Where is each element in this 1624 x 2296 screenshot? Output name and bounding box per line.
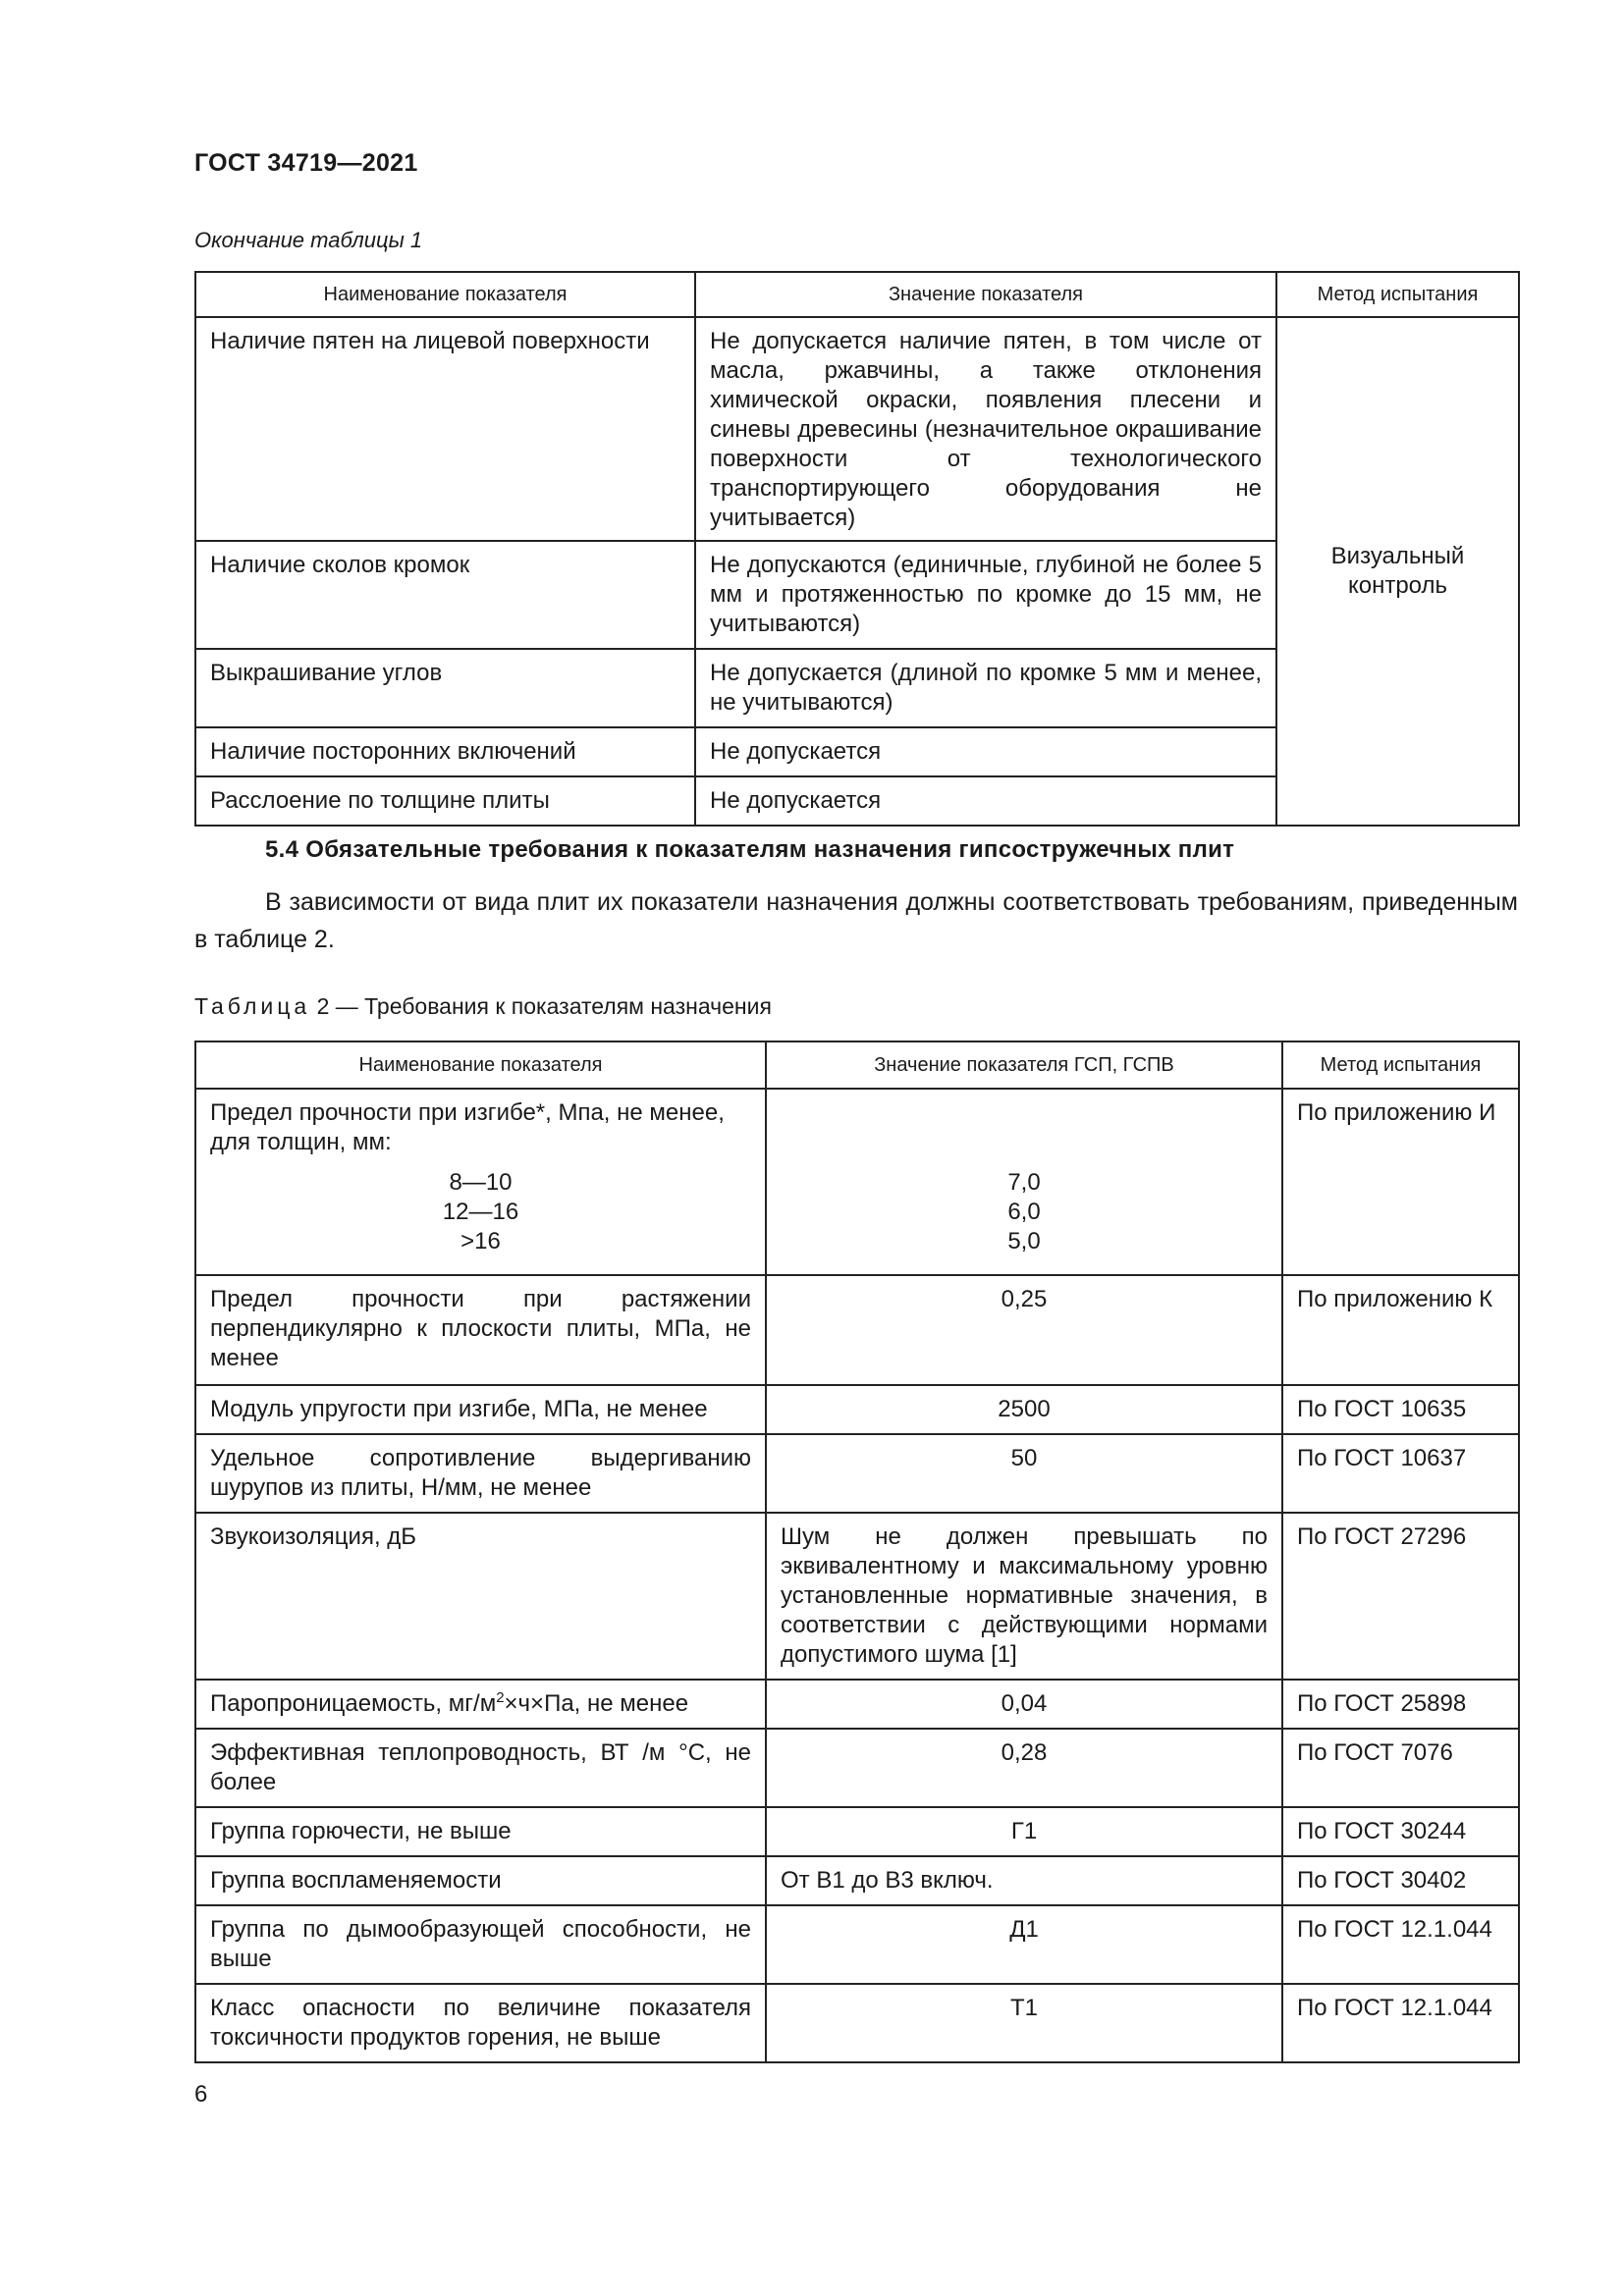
table-row	[195, 1807, 1519, 1856]
table2-col-value-header: Значение показателя ГСП, ГСПВ	[766, 1041, 1282, 1089]
table-row	[195, 1905, 1519, 1984]
row-value: 0,25	[1001, 1286, 1048, 1312]
table1-col-name-header: Наименование показателя	[195, 272, 695, 317]
table-row	[195, 1275, 1519, 1385]
strength-values-list	[767, 1164, 1281, 1263]
row-value: Д1	[1009, 1916, 1039, 1943]
table2	[194, 1041, 1520, 2063]
row-method: По ГОСТ 27296	[1297, 1523, 1467, 1550]
row-value: Т1	[1009, 1995, 1038, 2021]
table2-caption-label: Таблица	[194, 993, 311, 1019]
row-name: Звукоизоляция, дБ	[210, 1523, 417, 1550]
row-method: По ГОСТ 7076	[1297, 1739, 1453, 1766]
table1	[194, 271, 1520, 827]
row-name: Наличие посторонних включений	[210, 738, 576, 765]
table-row	[195, 317, 1519, 541]
row-name: Наличие пятен на лицевой поверхности	[210, 328, 650, 354]
thickness-label: 8—10	[449, 1169, 513, 1196]
table-row	[195, 1984, 1519, 2062]
thickness-list	[196, 1164, 765, 1263]
strength-value: 5,0	[1007, 1228, 1041, 1255]
row-method: По ГОСТ 25898	[1297, 1690, 1467, 1717]
row-value: Не допускается	[710, 738, 882, 765]
row-value: От В1 до В3 включ.	[781, 1867, 994, 1894]
row-value: 0,28	[1001, 1739, 1048, 1766]
row-value: Не допускается	[710, 787, 882, 814]
row-name-superscript: 2	[496, 1689, 505, 1706]
thickness-label: 12—16	[442, 1199, 519, 1225]
table2-caption-text: 2 — Требования к показателям назначения	[316, 993, 772, 1019]
row-method: По ГОСТ 10637	[1297, 1445, 1467, 1471]
table2-col-name-header: Наименование показателя	[195, 1041, 766, 1089]
row-name: Предел прочности при изгибе*, Мпа, не менее, для толщин, мм:	[210, 1099, 725, 1155]
row-name-part: ×ч×Па, не менее	[504, 1690, 689, 1717]
section-paragraph: В зависимости от вида плит их показатели назначения должны соответствовать требованиям, приведенным в таблице 2.	[194, 888, 1518, 953]
table-row	[195, 1513, 1519, 1680]
table2-col-method-header: Метод испытания	[1282, 1041, 1519, 1089]
table-row	[195, 1089, 1519, 1275]
row-method: По приложению К	[1297, 1286, 1493, 1312]
table-row	[195, 1856, 1519, 1905]
row-value: 2500	[998, 1396, 1051, 1422]
row-value: Не допускаются (единичные, глубиной не более 5 мм и протяженностью по кромке до 15 мм, не учитываются)	[710, 552, 1262, 637]
row-value: Не допускается (длиной по кромке 5 мм и менее, не учитываются)	[710, 660, 1262, 716]
row-value: Не допускается наличие пятен, в том числе от масла, ржавчины, а также отклонения химической окраски, появления плесени и синевы древесины (незначительное окрашивание поверхности от технологического транспортирующего оборудования не учитывается)	[710, 328, 1262, 531]
row-method: По ГОСТ 10635	[1297, 1396, 1467, 1422]
row-name: Модуль упругости при изгибе, МПа, не менее	[210, 1396, 708, 1422]
table1-col-value-header: Значение показателя	[695, 272, 1276, 317]
row-name: Группа воспламеняемости	[210, 1867, 502, 1894]
row-value: 50	[1010, 1445, 1038, 1471]
row-method: По ГОСТ 12.1.044	[1297, 1916, 1492, 1943]
row-name: Удельное сопротивление выдергиванию шурупов из плиты, Н/мм, не менее	[210, 1445, 751, 1501]
page-number: 6	[194, 2081, 208, 2108]
row-name: Класс опасности по величине показателя токсичности продуктов горения, не выше	[210, 1995, 751, 2051]
row-method: По приложению И	[1297, 1099, 1496, 1126]
table1-continuation-caption: Окончание таблицы 1	[194, 228, 423, 252]
document-code: ГОСТ 34719—2021	[194, 149, 418, 177]
table-row	[195, 1385, 1519, 1434]
row-name	[196, 1681, 765, 1726]
row-name: Выкрашивание углов	[210, 660, 443, 686]
table1-col-method-header: Метод испытания	[1276, 272, 1519, 317]
row-name: Расслоение по толщине плиты	[210, 787, 550, 814]
table-row	[195, 1680, 1519, 1729]
row-value: Г1	[1010, 1818, 1038, 1844]
row-name: Группа по дымообразующей способности, не выше	[210, 1916, 751, 1972]
row-name: Предел прочности при растяжении перпендикулярно к плоскости плиты, МПа, не менее	[210, 1286, 751, 1371]
section-heading: 5.4 Обязательные требования к показателям назначения гипсостружечных плит	[265, 836, 1235, 863]
row-method: По ГОСТ 30244	[1297, 1818, 1467, 1844]
strength-value: 7,0	[1007, 1169, 1041, 1196]
table1-header-row	[195, 272, 1519, 317]
row-name-part: Паропроницаемость, мг/м	[210, 1690, 497, 1717]
table2-caption	[194, 993, 772, 1020]
table-row	[195, 1729, 1519, 1807]
row-name: Группа горючести, не выше	[210, 1818, 512, 1844]
table1-method-merged: Визуальный контроль	[1330, 543, 1465, 599]
row-value: 0,04	[1001, 1690, 1048, 1717]
row-name: Наличие сколов кромок	[210, 552, 470, 578]
row-name: Эффективная теплопроводность, ВТ /м °С, не более	[210, 1739, 751, 1795]
row-method: По ГОСТ 30402	[1297, 1867, 1467, 1894]
thickness-label: >16	[460, 1228, 501, 1255]
row-value: Шум не должен превышать по эквивалентному и максимальному уровню установленные нормативные значения, в соответствии с действующими нормами допустимого шума [1]	[781, 1523, 1268, 1668]
row-method: По ГОСТ 12.1.044	[1297, 1995, 1492, 2021]
table2-header-row	[195, 1041, 1519, 1089]
table-row	[195, 1434, 1519, 1513]
strength-value: 6,0	[1007, 1199, 1041, 1225]
